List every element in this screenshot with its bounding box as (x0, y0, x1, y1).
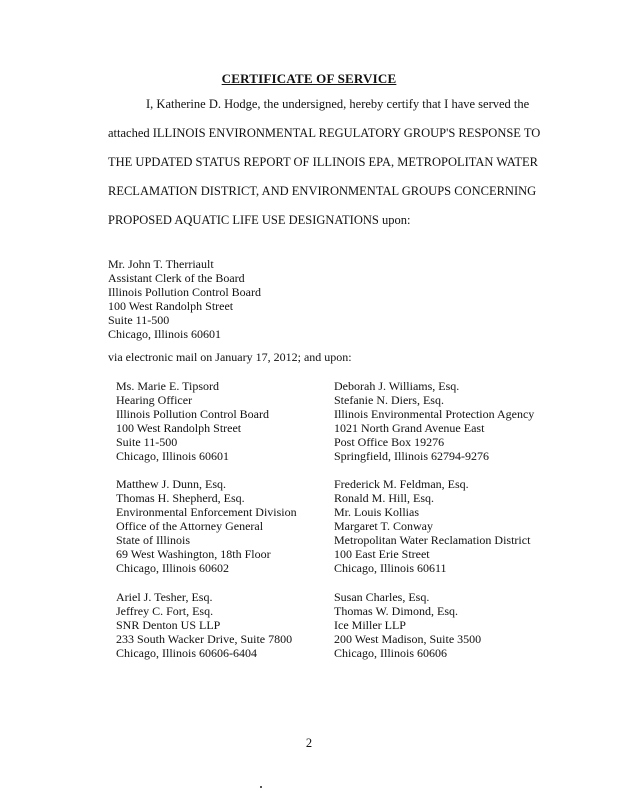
address-line: Ms. Marie E. Tipsord (116, 379, 220, 393)
address-line: Office of the Attorney General (116, 519, 264, 533)
address-line: Illinois Pollution Control Board (116, 407, 270, 421)
service-method-line: via electronic mail on January 17, 2012; and upon: (108, 350, 352, 364)
address-line: Post Office Box 19276 (334, 435, 445, 449)
address-line: 100 West Randolph Street (108, 299, 234, 313)
recipient-address-block (334, 590, 481, 660)
address-line: Suite 11-500 (116, 435, 178, 449)
address-line: Illinois Environmental Protection Agency (334, 407, 535, 421)
address-line: Margaret T. Conway (334, 519, 433, 533)
address-line: Springfield, Illinois 62794-9276 (334, 449, 489, 463)
address-line: Thomas W. Dimond, Esq. (334, 604, 459, 618)
address-line: Ice Miller LLP (334, 618, 406, 632)
scan-artifact (260, 786, 262, 788)
address-line: Environmental Enforcement Division (116, 505, 297, 519)
address-line: Ronald M. Hill, Esq. (334, 491, 435, 505)
address-line: 1021 North Grand Avenue East (334, 421, 485, 435)
recipient-address-block (334, 477, 530, 575)
address-line: Hearing Officer (116, 393, 193, 407)
address-line: 100 East Erie Street (334, 547, 430, 561)
address-line: Chicago, Illinois 60601 (108, 327, 221, 341)
address-line: Thomas H. Shepherd, Esq. (116, 491, 245, 505)
body-line: attached ILLINOIS ENVIRONMENTAL REGULATORY GROUP'S RESPONSE TO (108, 126, 541, 140)
address-line: State of Illinois (116, 533, 190, 547)
address-line: Chicago, Illinois 60602 (116, 561, 229, 575)
address-line: Assistant Clerk of the Board (108, 271, 245, 285)
body-line: THE UPDATED STATUS REPORT OF ILLINOIS EPA, METROPOLITAN WATER (108, 155, 539, 169)
address-line: Chicago, Illinois 60606-6404 (116, 646, 257, 660)
address-line: Metropolitan Water Reclamation District (334, 533, 531, 547)
address-line: Mr. Louis Kollias (334, 505, 420, 519)
address-line: Frederick M. Feldman, Esq. (334, 477, 469, 491)
recipient-address-block (116, 379, 269, 463)
address-line: Ariel J. Tesher, Esq. (116, 590, 213, 604)
address-line: SNR Denton US LLP (116, 618, 221, 632)
body-line: I, Katherine D. Hodge, the undersigned, hereby certify that I have served the (146, 97, 530, 111)
body-line: RECLAMATION DISTRICT, AND ENVIRONMENTAL GROUPS CONCERNING (108, 184, 537, 198)
address-line: 200 West Madison, Suite 3500 (334, 632, 482, 646)
address-line: Illinois Pollution Control Board (108, 285, 262, 299)
address-line: Chicago, Illinois 60611 (334, 561, 447, 575)
body-line: PROPOSED AQUATIC LIFE USE DESIGNATIONS upon: (108, 213, 411, 227)
recipient-address-block (116, 590, 292, 660)
address-line: Mr. John T. Therriault (108, 257, 214, 271)
address-line: Suite 11-500 (108, 313, 170, 327)
address-line: 69 West Washington, 18th Floor (116, 547, 271, 561)
address-line: Jeffrey C. Fort, Esq. (116, 604, 214, 618)
recipient-address-block (116, 477, 297, 575)
certificate-title: CERTIFICATE OF SERVICE (221, 71, 397, 86)
recipient-address-block (334, 379, 534, 463)
address-line: Deborah J. Williams, Esq. (334, 379, 460, 393)
address-line: Chicago, Illinois 60606 (334, 646, 447, 660)
address-line: Stefanie N. Diers, Esq. (334, 393, 444, 407)
address-line: Chicago, Illinois 60601 (116, 449, 229, 463)
primary-recipient-address (108, 257, 261, 341)
address-line: Susan Charles, Esq. (334, 590, 430, 604)
address-line: Matthew J. Dunn, Esq. (116, 477, 226, 491)
address-line: 233 South Wacker Drive, Suite 7800 (116, 632, 293, 646)
page-number: 2 (305, 736, 313, 750)
address-line: 100 West Randolph Street (116, 421, 242, 435)
